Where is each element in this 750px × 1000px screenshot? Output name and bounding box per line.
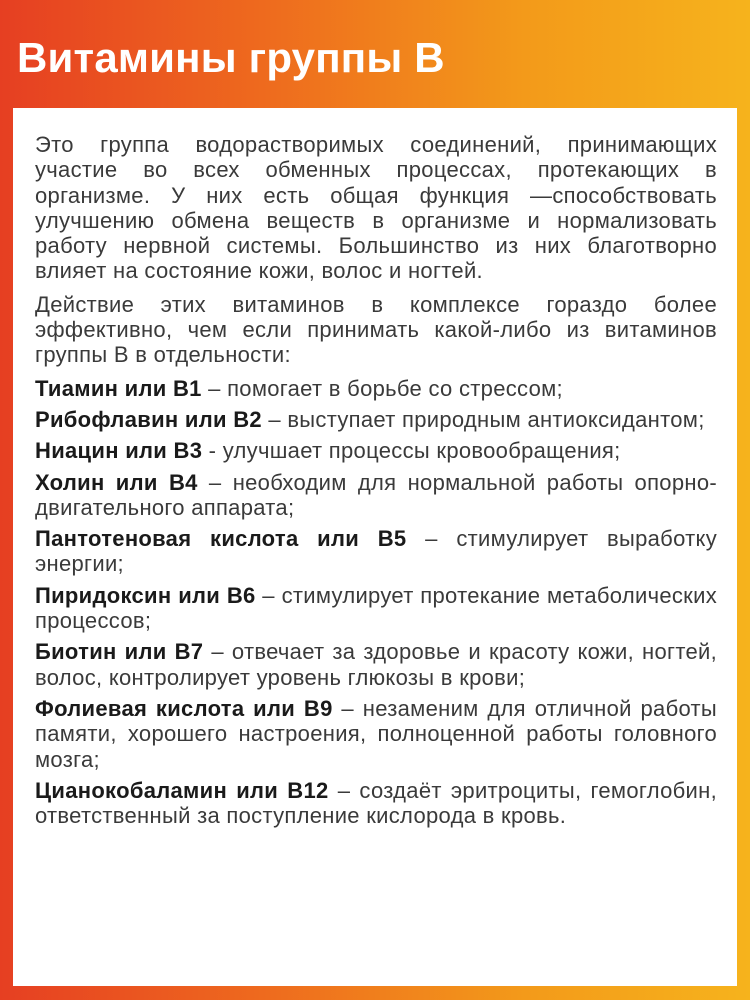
vitamin-description: – стимулирует протекание метаболических процессов; xyxy=(35,582,717,634)
vitamin-name: Фолиевая кислота или В9 xyxy=(35,695,333,721)
intro-paragraph-2: Действие этих витаминов в комплексе гораздо более эффективно, чем если принимать какой-либо из витаминов группы В в отдельности: xyxy=(35,291,717,368)
vitamin-item-b7 xyxy=(35,639,717,690)
vitamin-name: Цианокобаламин или В12 xyxy=(35,777,329,803)
vitamin-name: Рибофлавин или В2 xyxy=(35,406,262,432)
content-card xyxy=(13,108,737,986)
vitamin-item-b2 xyxy=(35,407,717,432)
vitamin-description: – незаменим для отличной работы памяти, хорошего настроения, полноценной работы головного мозга; xyxy=(35,695,718,772)
vitamin-description: – помогает в борьбе со стрессом; xyxy=(201,375,563,401)
vitamin-item-b4 xyxy=(35,470,717,521)
vitamin-item-b5 xyxy=(35,526,717,577)
vitamin-name: Ниацин или В3 xyxy=(35,438,203,464)
intro-paragraph-1: Это группа водорастворимых соединений, принимающих участие во всех обменных процессах, протекающих в организме. У них есть общая функция —способствовать улучшению обмена веществ в организме и нормализовать работу нервной системы. Большинство из них благотворно влияет на состояние кожи, волос и ногтей. xyxy=(35,132,717,284)
page-title: Витамины группы В xyxy=(17,34,445,81)
vitamin-name: Пантотеновая кислота или В5 xyxy=(35,526,407,552)
vitamin-name: Холин или В4 xyxy=(35,469,198,495)
vitamin-description: – стимулирует выработку энергии; xyxy=(35,526,717,577)
vitamin-description: – отвечает за здоровье и красоту кожи, ногтей, волос, контролирует уровень глюкозы в крови; xyxy=(35,639,717,690)
vitamin-name: Пиридоксин или В6 xyxy=(35,582,256,608)
vitamin-description: – создаёт эритроциты, гемоглобин, ответственный за поступление кислорода в кровь. xyxy=(35,777,717,829)
vitamin-item-b12 xyxy=(35,778,717,829)
vitamin-description: - улучшает процессы кровообращения; xyxy=(202,438,621,464)
vitamin-item-b1 xyxy=(35,376,717,401)
vitamin-item-b3 xyxy=(35,438,717,463)
vitamin-description: – выступает природным антиоксидантом; xyxy=(261,406,705,432)
vitamin-item-b9 xyxy=(35,696,717,772)
vitamin-name: Тиамин или В1 xyxy=(35,375,202,401)
vitamin-description: – необходим для нормальной работы опорно-двигательного аппарата; xyxy=(35,469,717,520)
vitamin-name: Биотин или В7 xyxy=(35,639,204,665)
vitamin-item-b6 xyxy=(35,583,717,634)
